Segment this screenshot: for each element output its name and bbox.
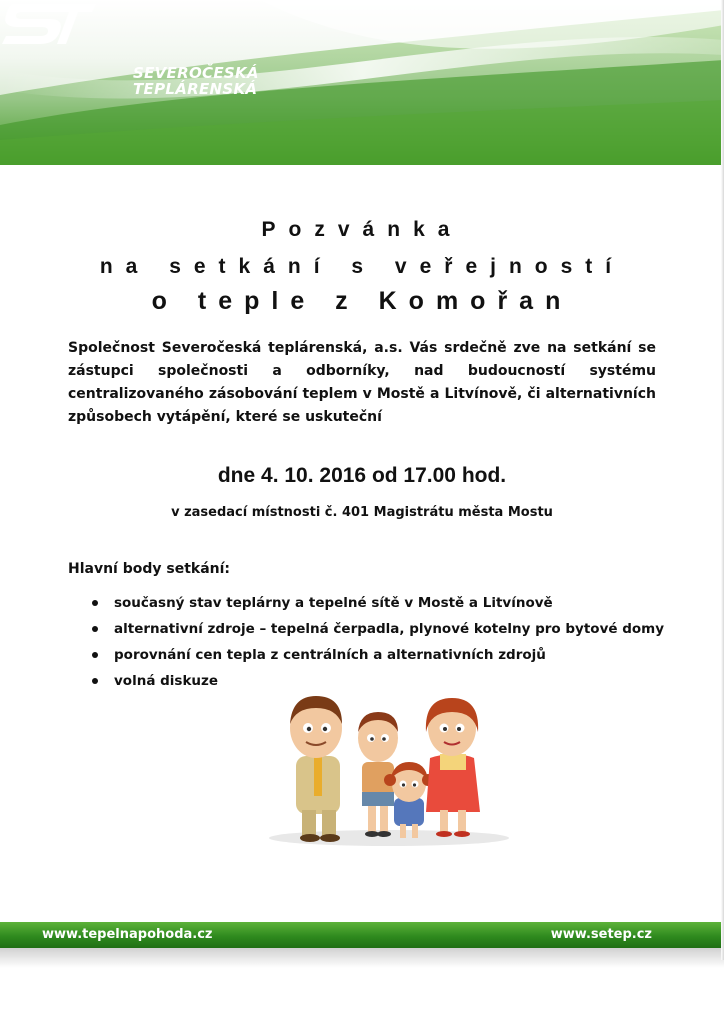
- bullet-icon: [92, 678, 98, 684]
- st-logo-icon: [0, 0, 220, 50]
- intro-paragraph: Společnost Severočeská teplárenská, a.s. Vás srdečně zve na setkání se zástupci společnosti a odborníky, nad budoucností systému centralizovaného zásobování teplem v Mostě a Litvínově, či alternativních způsobech vytápění, které se uskuteční: [68, 340, 656, 425]
- bullet-icon: [92, 626, 98, 632]
- logo-text-line2: TEPLÁRENSKÁ: [133, 80, 258, 98]
- footer-link-setep[interactable]: www.setep.cz: [550, 927, 652, 942]
- footer-shadow: [0, 948, 724, 968]
- father-figure: [290, 696, 342, 842]
- logo-text-line1: SEVEROČESKÁ: [133, 64, 259, 82]
- list-item-text: alternativní zdroje – tepelná čerpadla, plynové kotelny pro bytové domy: [114, 621, 665, 637]
- list-item-text: porovnání cen tepla z centrálních a alternativních zdrojů: [114, 647, 546, 663]
- points-heading: Hlavní body setkání:: [68, 561, 231, 577]
- mother-figure: [426, 698, 480, 837]
- points-list: [92, 592, 664, 696]
- footer-link-tepelnapohoda[interactable]: www.tepelnapohoda.cz: [42, 927, 213, 942]
- title-line1: Pozvánka: [261, 218, 463, 241]
- title-line2: na setkání s veřejností: [99, 255, 625, 278]
- family-illustration: [244, 688, 534, 850]
- list-item: [92, 592, 664, 618]
- list-item-text: současný stav teplárny a tepelné sítě v Mostě a Litvínově: [114, 595, 553, 611]
- bullet-icon: [92, 600, 98, 606]
- list-item-text: volná diskuze: [114, 673, 219, 689]
- header-banner: [0, 0, 724, 165]
- list-item: [92, 644, 664, 670]
- bullet-icon: [92, 652, 98, 658]
- title-line3: o teple z Komořan: [151, 287, 573, 315]
- event-venue: v zasedací místnosti č. 401 Magistrátu města Mostu: [171, 505, 553, 520]
- list-item: [92, 618, 664, 644]
- event-date: dne 4. 10. 2016 od 17.00 hod.: [217, 464, 507, 487]
